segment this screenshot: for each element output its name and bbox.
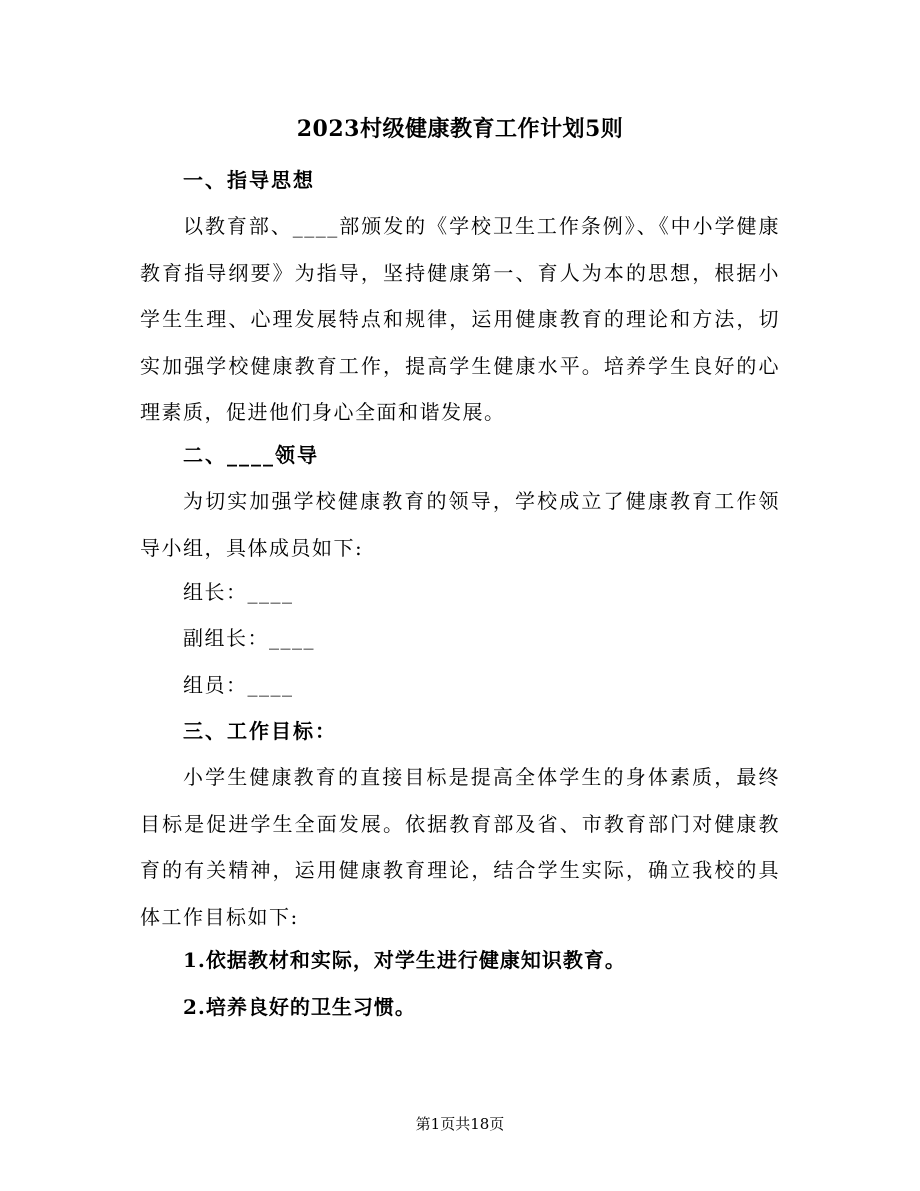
section-paragraph-guiding-ideology: 以教育部、____部颁发的《学校卫生工作条例》、《中小学健康教育指导纲要》为指导，坚持健康第一、育人为本的思想，根据小学生生理、心理发展特点和规律，运用健康教育的理论和方法，切实加强学校健康教育工作，提高学生健康水平。培养学生良好的心理素质，促进他们身心全面和谐发展。 [140,214,780,424]
section-heading-leadership: 二、____领导 [183,443,319,467]
section-paragraph-leadership: 为切实加强学校健康教育的领导，学校成立了健康教育工作领导小组，具体成员如下: [140,489,780,560]
section-heading-work-goals: 三、工作目标： [183,719,337,743]
document-title: 2023村级健康教育工作计划5则 [296,116,624,142]
leader-line: 组长：____ [183,580,294,604]
goal-item-2: 2.培养良好的卫生习惯。 [183,995,416,1019]
goal-item-1: 1.依据教材和实际，对学生进行健康知识教育。 [183,948,626,972]
page-footer: 第1页共18页 [415,1115,505,1133]
vice-leader-line: 副组长：____ [183,626,315,650]
section-paragraph-work-goals: 小学生健康教育的直接目标是提高全体学生的身体素质，最终目标是促进学生全面发展。依据教育部及省、市教育部门对健康教育的有关精神，运用健康教育理论，结合学生实际，确立我校的具体工作目标如下: [140,765,780,929]
members-line: 组员：____ [183,673,294,697]
section-heading-guiding-ideology: 一、指导思想 [183,168,315,192]
